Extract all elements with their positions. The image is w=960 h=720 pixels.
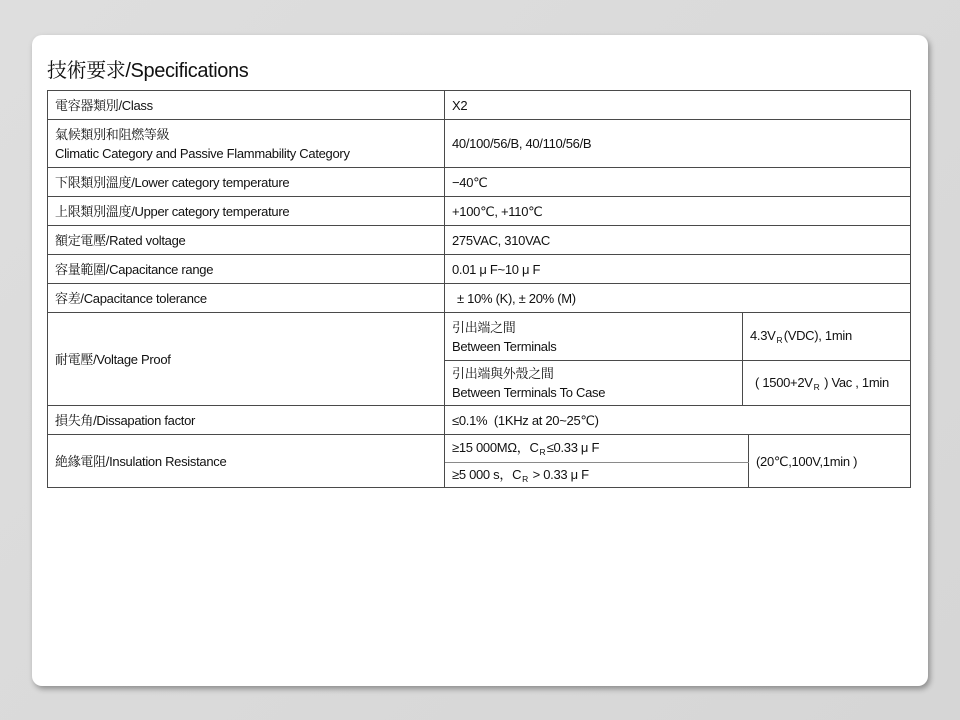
insulation-cond2-post: > 0.33 μ F — [529, 466, 589, 482]
table-row-dissipation — [48, 406, 911, 435]
between-terminals-value-sub: R — [776, 335, 783, 345]
climatic-value: 40/100/56/B, 40/110/56/B — [445, 120, 911, 168]
table-row-climatic — [48, 120, 911, 168]
specifications-table — [47, 90, 911, 488]
insulation-cond1-post: ≤0.33 μ F — [546, 440, 600, 455]
terminals-to-case-value-pre: ( 1500+2V — [755, 374, 813, 390]
climatic-label-zh: 氣候類別和阻燃等級 — [55, 126, 170, 142]
between-terminals-label-zh: 引出端之間 — [452, 319, 516, 335]
insulation-cond2 — [445, 463, 749, 488]
terminals-to-case-label-zh: 引出端與外殼之間 — [452, 366, 554, 381]
terminals-to-case-value-sub: R — [813, 381, 820, 392]
insulation-label: 絶緣電阻/Insulation Resistance — [48, 435, 445, 488]
climatic-label-en: Climatic Category and Passive Flammability Category — [55, 145, 350, 161]
lower-temp-label: 下限類別溫度/Lower category temperature — [48, 168, 445, 197]
insulation-cond1-pre: ≥15 000MΩ，C — [452, 440, 539, 455]
voltage-proof-label: 耐電壓/Voltage Proof — [48, 313, 445, 406]
capacitance-range-label: 容量範圍/Capacitance range — [48, 255, 445, 284]
table-row-upper-temp — [48, 197, 911, 226]
rated-voltage-label: 額定電壓/Rated voltage — [48, 226, 445, 255]
between-terminals-value — [743, 313, 911, 361]
class-value: X2 — [445, 91, 911, 120]
dissipation-value: ≤0.1% (1KHz at 20~25℃) — [445, 406, 911, 435]
upper-temp-label: 上限類別溫度/Upper category temperature — [48, 197, 445, 226]
table-row-voltage-proof-terminals — [48, 313, 911, 361]
climatic-label — [48, 120, 445, 168]
table-row-lower-temp — [48, 168, 911, 197]
table-row-class — [48, 91, 911, 120]
upper-temp-value: +100℃, +110℃ — [445, 197, 911, 226]
lower-temp-value: −40℃ — [445, 168, 911, 197]
terminals-to-case-value — [743, 361, 911, 406]
rated-voltage-value: 275VAC, 310VAC — [445, 226, 911, 255]
insulation-test-condition: (20℃,100V,1min ) — [749, 435, 911, 488]
between-terminals-value-post: (VDC), 1min — [783, 328, 852, 343]
terminals-to-case-label — [445, 361, 743, 406]
slide-panel — [32, 35, 928, 686]
page-title: 技術要求/Specifications — [47, 60, 249, 82]
tolerance-label: 容差/Capacitance tolerance — [48, 284, 445, 313]
table-row-insulation-cond1 — [48, 435, 911, 463]
tolerance-value: ± 10% (K), ± 20% (M) — [445, 284, 911, 313]
table-row-capacitance-range — [48, 255, 911, 284]
table-row-tolerance — [48, 284, 911, 313]
insulation-cond2-sub: R — [522, 473, 529, 484]
dissipation-label: 損失角/Dissapation factor — [48, 406, 445, 435]
terminals-to-case-label-en: Between Terminals To Case — [452, 385, 606, 400]
insulation-cond2-pre: ≥5 000 s，C — [452, 466, 522, 482]
terminals-to-case-value-post: ) Vac , 1min — [820, 374, 889, 390]
between-terminals-value-pre: 4.3V — [750, 328, 776, 343]
insulation-cond1-sub: R — [539, 447, 546, 457]
insulation-cond1 — [445, 435, 749, 463]
between-terminals-label — [445, 313, 743, 361]
between-terminals-label-en: Between Terminals — [452, 338, 557, 354]
table-row-rated-voltage — [48, 226, 911, 255]
class-label: 電容器類別/Class — [48, 91, 445, 120]
capacitance-range-value: 0.01 μ F~10 μ F — [445, 255, 911, 284]
